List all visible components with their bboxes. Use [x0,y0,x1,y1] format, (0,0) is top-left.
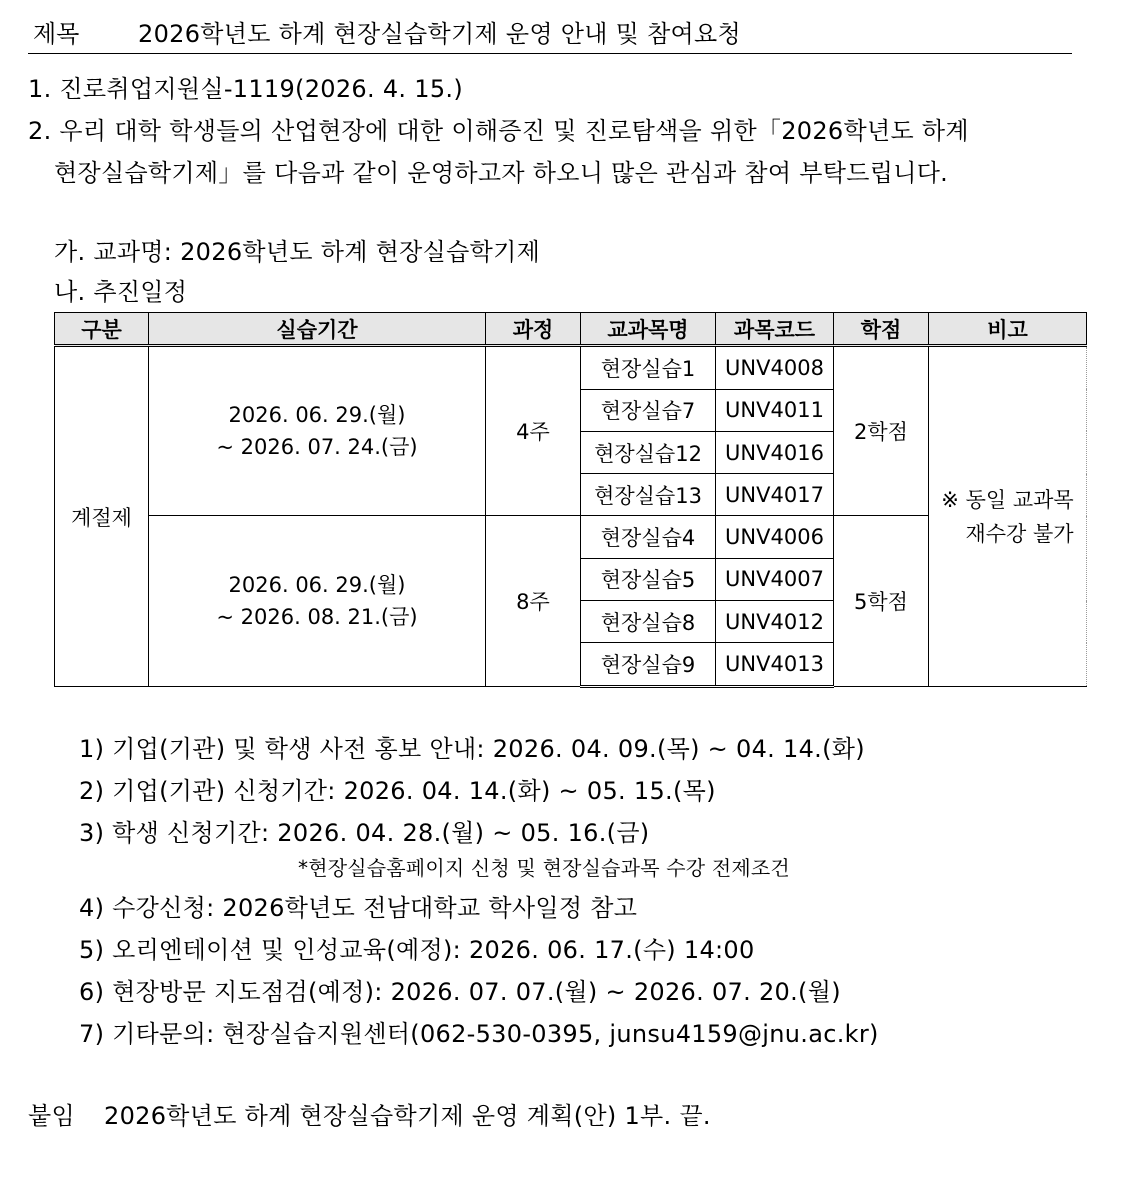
schedule-item-6: 6) 현장방문 지도점검(예정): 2026. 07. 07.(월) ~ 2026. 07. 20.(월) [79,978,841,1006]
course-code-cell: UNV4016 [716,431,834,473]
course-name-cell: 현장실습1 [581,346,716,390]
course-name-cell: 현장실습13 [581,474,716,516]
schedule-item-7: 7) 기타문의: 현장실습지원센터(062-530-0395, junsu4159@jnu.ac.kr) [79,1020,879,1048]
document-title: 2026학년도 하계 현장실습학기제 운영 안내 및 참여요청 [138,20,742,48]
header-category: 구분 [55,313,149,346]
course-code-cell: UNV4012 [716,601,834,643]
remarks-line-2: 재수강 불가 [965,521,1074,546]
schedule-item-4: 4) 수강신청: 2026학년도 전남대학교 학사일정 참고 [79,894,638,922]
course-code-cell: UNV4007 [716,558,834,600]
course-name-cell: 현장실습9 [581,643,716,687]
header-course-name: 교과목명 [581,313,716,346]
header-course-code: 과목코드 [716,313,834,346]
attachment-label: 붙임 [28,1102,75,1130]
header-credits: 학점 [834,313,929,346]
schedule-item-5: 5) 오리엔테이션 및 인성교육(예정): 2026. 06. 17.(수) 14:00 [79,936,755,964]
schedule-item-3: 3) 학생 신청기간: 2026. 04. 28.(월) ~ 05. 16.(금) [79,819,650,847]
course-length-cell: 4주 [486,346,581,516]
remarks-cell [929,346,1087,687]
category-cell: 계절제 [55,346,149,687]
header-remarks: 비고 [929,313,1087,346]
period-cell [149,516,486,687]
course-code-cell: UNV4017 [716,474,834,516]
course-code-cell: UNV4006 [716,516,834,558]
course-name-cell: 현장실습12 [581,431,716,473]
table-header-row [55,313,1087,346]
course-code-cell: UNV4013 [716,643,834,687]
body-paragraph-line-2: 현장실습학기제」를 다음과 같이 운영하고자 하오니 많은 관심과 참여 부탁드립니다. [54,159,949,187]
schedule-footnote: *현장실습홈페이지 신청 및 현장실습과목 수강 전제조건 [298,856,790,880]
attachment-text: 2026학년도 하계 현장실습학기제 운영 계획(안) 1부. 끝. [104,1102,711,1130]
period-start: 2026. 06. 29.(월) [228,403,406,428]
period-end: ~ 2026. 07. 24.(금) [216,435,418,460]
header-course-length: 과정 [486,313,581,346]
schedule-item-2: 2) 기업(기관) 신청기간: 2026. 04. 14.(화) ~ 05. 15.(목) [79,777,716,805]
remarks-line-1: ※ 동일 교과목 [941,487,1074,512]
title-divider [28,53,1072,54]
table-row [55,346,1087,390]
credits-cell: 2학점 [834,346,929,516]
header-period: 실습기간 [149,313,486,346]
schedule-heading: 나. 추진일정 [54,278,188,306]
course-name-cell: 현장실습7 [581,389,716,431]
period-start: 2026. 06. 29.(월) [228,573,406,598]
period-cell [149,346,486,516]
course-name-item: 가. 교과명: 2026학년도 하계 현장실습학기제 [54,238,541,266]
period-end: ~ 2026. 08. 21.(금) [216,605,418,630]
schedule-table [54,312,1087,688]
course-code-cell: UNV4008 [716,346,834,390]
course-name-cell: 현장실습5 [581,558,716,600]
body-paragraph-line-1: 2. 우리 대학 학생들의 산업현장에 대한 이해증진 및 진로탐색을 위한「2026학년도 하계 [28,117,969,145]
course-length-cell: 8주 [486,516,581,687]
subject-label: 제목 [33,20,80,48]
reference-line: 1. 진로취업지원실-1119(2026. 4. 15.) [28,75,464,103]
course-name-cell: 현장실습4 [581,516,716,558]
course-name-cell: 현장실습8 [581,601,716,643]
credits-cell: 5학점 [834,516,929,687]
course-code-cell: UNV4011 [716,389,834,431]
schedule-item-1: 1) 기업(기관) 및 학생 사전 홍보 안내: 2026. 04. 09.(목) ~ 04. 14.(화) [79,735,865,763]
